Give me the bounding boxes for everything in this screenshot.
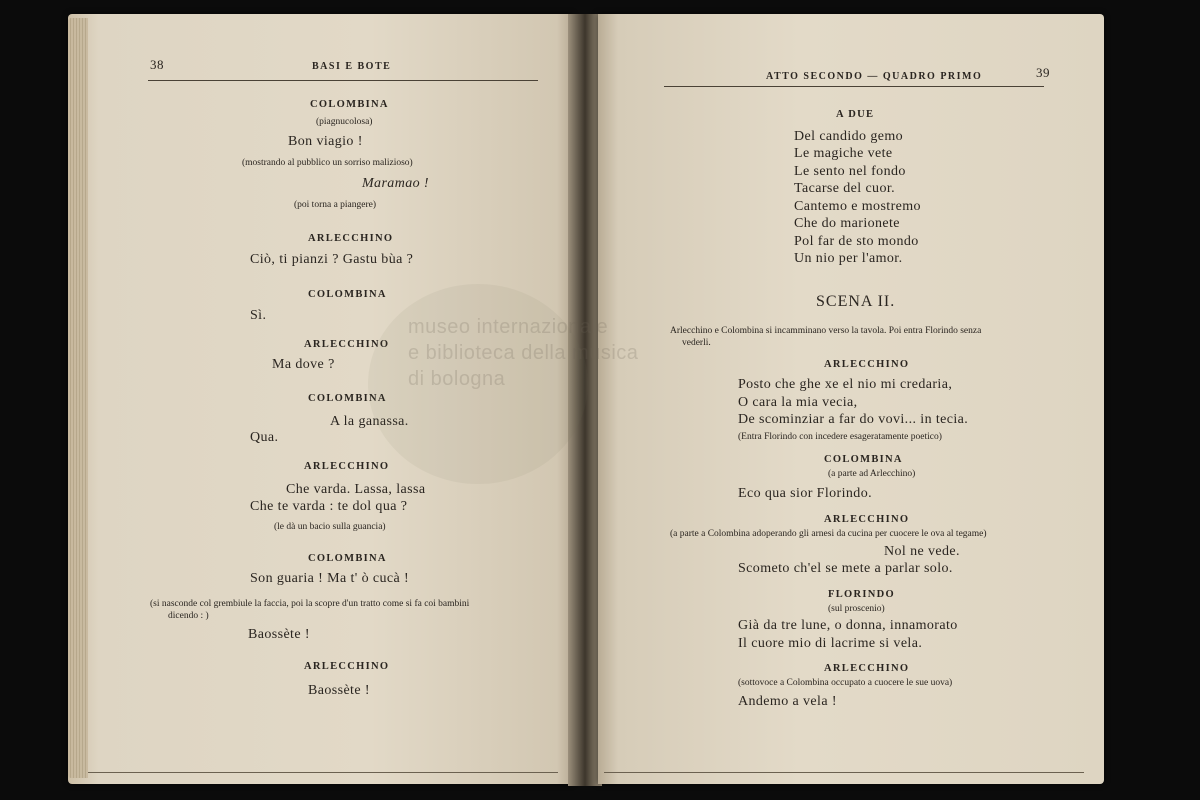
speaker: ARLECCHINO [304,339,390,350]
watermark-text: museo internazionale e biblioteca della musica di bologna [408,316,639,390]
stage-direction: Arlecchino e Colombina si incamminano verso la tavola. Poi entra Florindo senza [670,326,982,336]
speaker: ARLECCHINO [304,461,390,472]
stage-direction: (a parte a Colombina adoperando gli arnesi da cucina per cuocere le ova al tegame) [670,529,987,539]
header-rule-left [148,80,538,81]
page-number-right: 39 [1036,65,1050,80]
speaker: COLOMBINA [308,553,387,564]
stage-direction: (sottovoce a Colombina occupato a cuocere le sue uova) [738,678,953,688]
stage-direction: (poi torna a piangere) [294,200,377,210]
speaker: ARLECCHINO [824,514,910,525]
running-head-left: BASI E BOTE [312,61,392,72]
verse-line: Nol ne vede. [884,544,960,559]
verse-line: Che varda. Lassa, lassa [286,482,426,497]
verse-line: Ma dove ? [272,357,335,372]
stage-direction: (si nasconde col grembiule la faccia, poi la scopre d'un tratto come si fa coi bambini [150,599,470,609]
speaker: FLORINDO [828,589,895,600]
stage-direction: (piagnucolosa) [316,117,373,127]
verse-line: Eco qua sior Florindo. [738,486,873,501]
verse-line: Baossète ! [248,627,310,642]
speaker: A DUE [836,109,875,120]
verse-line: Sì. [250,308,267,323]
running-head-right: ATTO SECONDO — QUADRO PRIMO [766,71,983,82]
page-number-left: 38 [150,57,164,72]
verse-line: Che do marionete [794,216,900,231]
verse-line: Il cuore mio di lacrime si vela. [738,636,923,651]
verse-line: Cantemo e mostremo [794,199,921,214]
speaker: ARLECCHINO [304,661,390,672]
stage-direction: (le dà un bacio sulla guancia) [274,522,386,532]
stage-direction: (mostrando al pubblico un sorriso malizioso) [242,158,413,168]
verse-line: Che te varda : te dol qua ? [250,499,408,514]
speaker: COLOMBINA [310,99,389,110]
verse-line: Del candido gemo [794,129,904,144]
verse-line: O cara la mia vecia, [738,395,858,410]
verse-line: Le magiche vete [794,146,893,161]
verse-line: A la ganassa. [330,414,409,429]
verse-line: Son guaria ! Ma t' ò cucà ! [250,571,410,586]
speaker: ARLECCHINO [824,663,910,674]
page-edges [68,18,88,778]
speaker: COLOMBINA [308,393,387,404]
bottom-rule-left [88,772,558,773]
stage-direction: (sul proscenio) [828,604,885,614]
verse-line: Scometo ch'el se mete a parlar solo. [738,561,953,576]
verse-line: Le sento nel fondo [794,164,906,179]
stage-direction: dicendo : ) [168,611,209,621]
stage-direction: (a parte ad Arlecchino) [828,469,916,479]
verse-line: Già da tre lune, o donna, innamorato [738,618,958,633]
verse-line: Pol far de sto mondo [794,234,919,249]
speaker: ARLECCHINO [824,359,910,370]
header-rule-right [664,86,1044,87]
verse-line: Un nio per l'amor. [794,251,903,266]
stage-direction: vederli. [682,338,711,348]
stage-direction: (Entra Florindo con incedere esageratamente poetico) [738,432,942,442]
verse-line: Ciò, ti pianzi ? Gastu bùa ? [250,252,414,267]
scene-heading: SCENA II. [816,293,896,310]
verse-line: Baossète ! [308,683,370,698]
verse-line: De scominziar a far do vovi... in tecia. [738,412,969,427]
speaker: ARLECCHINO [308,233,394,244]
right-page [598,14,1104,784]
verse-line: Tacarse del cuor. [794,181,896,196]
verse-line: Qua. [250,430,279,445]
verse-line: Bon viagio ! [288,134,363,149]
verse-line: Andemo a vela ! [738,694,837,709]
verse-line: Maramao ! [362,176,429,191]
bottom-rule-right [604,772,1084,773]
speaker: COLOMBINA [308,289,387,300]
open-book [68,14,1104,786]
speaker: COLOMBINA [824,454,903,465]
verse-line: Posto che ghe xe el nio mi credaria, [738,377,953,392]
